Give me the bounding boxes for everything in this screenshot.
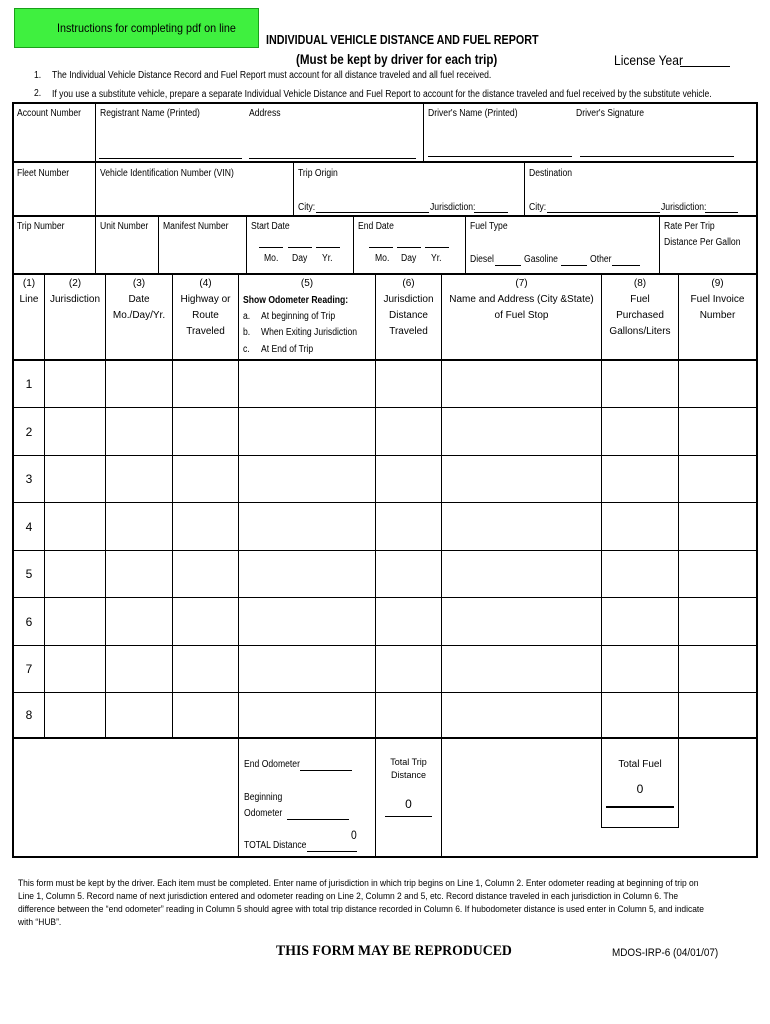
registrant-name-field[interactable] — [99, 158, 242, 159]
drivers-name-field[interactable] — [428, 156, 572, 157]
col-2-header: (2) Jurisdiction — [49, 278, 101, 305]
col-5-item-c: At End of Trip — [261, 344, 314, 355]
col-8-header: (8) Fuel Purchased Gallons/Liters — [609, 278, 671, 337]
other-field[interactable] — [612, 265, 640, 266]
drivers-signature-label: Driver's Signature — [576, 108, 645, 119]
row-number-3: 3 — [25, 472, 33, 486]
trip-origin-label: Trip Origin — [298, 168, 338, 179]
start-date-label: Start Date — [251, 221, 290, 232]
col-6-header: (6) Jurisdiction Distance Traveled — [383, 278, 434, 337]
unit-number-label: Unit Number — [100, 221, 149, 232]
start-mo-field[interactable] — [259, 247, 283, 248]
account-number-label: Account Number — [17, 108, 82, 119]
manifest-number-label: Manifest Number — [163, 221, 229, 232]
col-1-header: (1) Line — [19, 278, 39, 305]
end-mo-field[interactable] — [369, 247, 393, 248]
total-distance-value: 0 — [351, 828, 357, 842]
row-number-8: 8 — [25, 708, 33, 722]
end-odometer-field[interactable] — [300, 770, 352, 771]
fuel-type-label: Fuel Type — [470, 221, 508, 232]
col-5-item-c-key: c. — [243, 344, 250, 355]
col-5-item-a: At beginning of Trip — [261, 311, 336, 322]
row-number-5: 5 — [25, 567, 33, 581]
trip-number-label: Trip Number — [17, 221, 65, 232]
dest-city-field[interactable] — [547, 212, 660, 213]
vin-label: Vehicle Identification Number (VIN) — [100, 168, 234, 179]
instructions-label: Instructions for completing pdf on line — [57, 21, 236, 35]
col-7-header: (7) Name and Address (City &State) of Fuel Stop — [449, 278, 594, 321]
origin-city-label: City: — [298, 202, 316, 213]
dest-city-label: City: — [529, 202, 547, 213]
origin-jurisdiction-label: Jurisdiction: — [430, 202, 476, 213]
end-mo-label: Mo. — [375, 253, 390, 264]
end-date-label: End Date — [358, 221, 394, 232]
drivers-name-label: Driver's Name (Printed) — [428, 108, 518, 119]
gasoline-field[interactable] — [561, 265, 587, 266]
footer-instructions: This form must be kept by the driver. Each item must be completed. Enter name of jurisdiction in which trip begins on Line 1, Column 2. Enter odometer reading at beginning of trip on Line 1, Column 5. Record name of next jurisdiction entered and odometer reading on Line 2, Column 2 and 5, etc. Record distance traveled in each jurisdiction in Column 6. The difference between the “end odometer” reading in Column 5 should agree with total trip distance recorded in Column 6. If hubodometer distance is used enter in Column 5, and indicate with “HUB”. — [18, 878, 704, 927]
destination-label: Destination — [529, 168, 573, 179]
distance-per-gallon-label: Distance Per Gallon — [664, 237, 741, 248]
license-year-label: License Year — [614, 52, 683, 68]
address-label: Address — [249, 108, 281, 119]
col-5-item-b-key: b. — [243, 327, 251, 338]
form-id: MDOS-IRP-6 (04/01/07) — [612, 947, 719, 959]
origin-city-field[interactable] — [316, 212, 429, 213]
end-day-field[interactable] — [397, 247, 421, 248]
col-5-item-a-key: a. — [243, 311, 251, 322]
beginning-odometer-label: Odometer — [244, 808, 283, 819]
total-trip-distance-field[interactable] — [385, 816, 432, 817]
col-5-title: Show Odometer Reading: — [243, 295, 349, 306]
note-1-num: 1. — [34, 70, 42, 81]
fleet-number-label: Fleet Number — [17, 168, 70, 179]
note-2-text: If you use a substitute vehicle, prepare a separate Individual Vehicle Distance and Fuel Report to account for the distance traveled and fuel received by the substitute vehicle. — [52, 89, 712, 100]
row-number-2: 2 — [25, 425, 33, 439]
total-fuel-label: Total Fuel — [618, 759, 662, 770]
col-5-item-b: When Exiting Jurisdiction — [261, 327, 358, 338]
end-yr-label: Yr. — [431, 253, 442, 264]
diesel-label: Diesel — [470, 254, 494, 265]
origin-jurisdiction-field[interactable] — [474, 212, 508, 213]
diesel-field[interactable] — [495, 265, 521, 266]
form-title: INDIVIDUAL VEHICLE DISTANCE AND FUEL REPORT — [266, 33, 539, 47]
total-trip-distance-value: 0 — [405, 797, 412, 811]
start-yr-label: Yr. — [322, 253, 333, 264]
end-day-label: Day — [401, 253, 417, 264]
start-day-field[interactable] — [288, 247, 312, 248]
dest-jurisdiction-label: Jurisdiction: — [661, 202, 707, 213]
other-label: Other — [590, 254, 612, 265]
instructions-button[interactable] — [14, 8, 259, 48]
reproduce-notice: THIS FORM MAY BE REPRODUCED — [276, 943, 512, 959]
end-yr-field[interactable] — [425, 247, 449, 248]
col-9-header: (9) Fuel Invoice Number — [690, 278, 745, 321]
row-number-7: 7 — [25, 662, 33, 676]
dest-jurisdiction-field[interactable] — [705, 212, 738, 213]
row-number-4: 4 — [25, 520, 33, 534]
row-number-6: 6 — [25, 615, 33, 629]
total-trip-distance-label: Total Trip Distance — [390, 757, 427, 780]
note-2-num: 2. — [34, 88, 42, 99]
end-odometer-label: End Odometer — [244, 759, 300, 770]
license-year-field[interactable] — [680, 66, 730, 67]
start-yr-field[interactable] — [316, 247, 340, 248]
form-subtitle: (Must be kept by driver for each trip) — [296, 52, 498, 67]
address-field[interactable] — [249, 158, 416, 159]
drivers-signature-field[interactable] — [580, 156, 734, 157]
col-5-num: (5) — [300, 278, 314, 289]
row-number-1: 1 — [25, 377, 33, 391]
beginning-odometer-field[interactable] — [287, 819, 349, 820]
total-fuel-value: 0 — [636, 782, 644, 796]
start-mo-label: Mo. — [264, 253, 279, 264]
rate-per-trip-label: Rate Per Trip — [664, 221, 715, 232]
beginning-label: Beginning — [244, 792, 283, 803]
total-fuel-field[interactable] — [606, 806, 674, 808]
col-4-header: (4) Highway or Route Traveled — [180, 278, 231, 337]
col-3-header: (3) Date Mo./Day/Yr. — [112, 278, 166, 321]
note-1-text: The Individual Vehicle Distance Record and Fuel Report must account for all distance traveled and all fuel received. — [52, 70, 492, 81]
gasoline-label: Gasoline — [524, 254, 558, 265]
start-day-label: Day — [292, 253, 308, 264]
total-distance-field[interactable] — [307, 851, 357, 852]
total-distance-label: TOTAL Distance — [244, 840, 307, 851]
registrant-name-label: Registrant Name (Printed) — [100, 108, 200, 119]
